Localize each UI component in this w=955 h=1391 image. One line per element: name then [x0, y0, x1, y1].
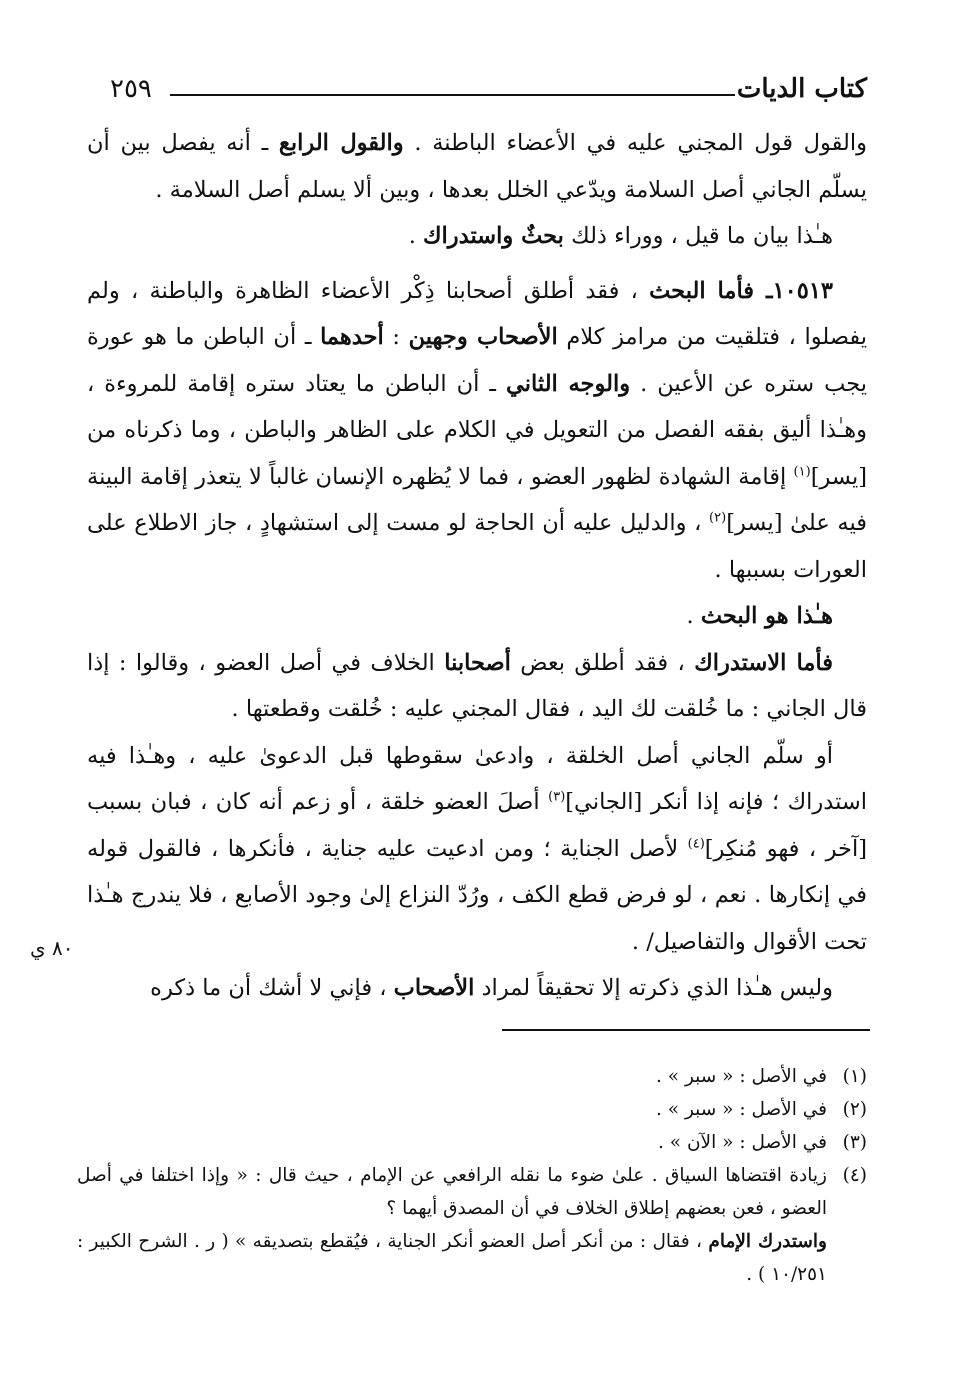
- footnote-marker: (١): [793, 464, 811, 479]
- footnote-bold-lead: واستدرك الإمام: [708, 1231, 827, 1252]
- footnote-text: [77, 1225, 827, 1291]
- text-run: ـ أنه يفصل بين أن يسلّم الجاني أصل السلامة ويدّعي الخلل بعدها ، وبين ألا يسلم أصل السلامة .: [87, 130, 867, 203]
- bold-term: الأصحاب وجهين: [408, 324, 558, 350]
- bold-term: الأصحاب: [393, 975, 475, 1001]
- footnote-text: زيادة اقتضاها السياق . علىٰ ضوء ما نقله الرافعي عن الإمام ، حيث قال : « وإذا اختلفا في أصل العضو ، فعن بعضهم إطلاق الخلاف في أن المصدق أيهما ؟: [77, 1165, 827, 1219]
- paragraph-4: [87, 593, 867, 640]
- footnote-1: [77, 1060, 867, 1093]
- text-run: أصلَ العضو خلقة ، أو زعم أنه كان ، فبان بسبب [آخر ، فهو مُنكِر]: [87, 789, 867, 862]
- bold-term: أصحابنا: [444, 649, 511, 676]
- header-rule: [170, 94, 735, 96]
- footnote-continuation: ، فقال : من أنكر أصل العضو أنكر الجناية ، فيُقطع بتصديقه » ( ر . الشرح الكبير : ١٠/٢٥١ ) .: [77, 1231, 827, 1285]
- text-run: إقامة الشهادة لظهور العضو ، فما لا يُظهره الإنسان غالباً لا يتعذر إقامة البينة فيه علىٰ [يسر]: [87, 463, 867, 536]
- paragraph-5: [87, 640, 867, 733]
- footnote-2: [77, 1093, 867, 1126]
- text-run: ، فقد أطلق أصحابنا ذِكْر الأعضاء الظاهرة والباطنة ، ولم يفصلوا ، فتلقيت من مرامز كلام: [87, 277, 867, 350]
- bold-term: ١٠٥١٣ـ فأما البحث: [649, 277, 834, 304]
- bold-term: بحثٌ واستدراك: [423, 223, 564, 249]
- footnote-marker: (٢): [709, 510, 727, 526]
- text-run: ، والدليل عليه أن الحاجة لو مست إلى استشهادٍ ، جاز الاطلاع على العورات بسببها .: [87, 510, 867, 583]
- page-number: ٢٥٩: [110, 74, 152, 104]
- footnote-number: (٣): [842, 1132, 867, 1153]
- text-run: .: [686, 603, 701, 629]
- text-run: ، فإني لا أشك أن ما ذكره: [150, 975, 394, 1001]
- footnote-text: في الأصل : « الآن » .: [658, 1132, 827, 1153]
- paragraph-7: [87, 965, 867, 1012]
- paragraph-3: [87, 268, 867, 594]
- bold-term: فأما الاستدراك: [694, 649, 833, 676]
- text-run: وليس هـٰذا الذي ذكرته إلا تحقيقاً لمراد: [474, 975, 833, 1001]
- footnote-3: [77, 1126, 867, 1159]
- text-run: أو سلّم الجاني أصل الخلقة ، وادعىٰ سقوطها قبل الدعوىٰ عليه ، وهـٰذا فيه استدراك ؛ فإنه إذا أنكر [الجاني]: [87, 742, 867, 815]
- bold-term: والوجه الثاني: [506, 370, 631, 397]
- footnote-text: في الأصل : « سبر » .: [656, 1099, 827, 1120]
- paragraph-1: [87, 120, 867, 213]
- footnotes: [77, 1060, 867, 1291]
- footnote-separator: [90, 1029, 870, 1030]
- footnote-number: (٤): [842, 1165, 867, 1186]
- footnote-number: (٢): [842, 1099, 867, 1120]
- margin-manuscript-note: ٨٠ ي: [30, 936, 74, 960]
- chapter-title: كتاب الديات: [736, 74, 867, 104]
- text-run: :: [383, 324, 409, 350]
- text-run: ، فقد أطلق بعض: [510, 649, 695, 676]
- bold-term: والقول الرابع: [278, 130, 404, 156]
- bold-term: هـٰذا هو البحث: [700, 603, 833, 629]
- footnote-marker: (٣): [548, 789, 566, 805]
- running-header: [110, 72, 867, 112]
- footnote-marker: (٤): [687, 836, 705, 851]
- footnote-4: [77, 1159, 867, 1225]
- text-run: والقول قول المجني عليه في الأعضاء الباطنة .: [403, 130, 867, 156]
- text-run: ـ أن الباطن ما هو عورة يجب ستره عن الأعين .: [87, 324, 867, 397]
- footnote-text: في الأصل : « سبر » .: [656, 1066, 827, 1087]
- text-run: .: [408, 223, 423, 249]
- paragraph-6: [87, 733, 867, 966]
- text-run: لأصل الجناية ؛ ومن ادعيت عليه جناية ، فأنكرها ، فالقول قوله في إنكارها . نعم ، لو فرض قطع الكف ، ورُدّ النزاع إلىٰ وجود الأصابع ، فلا يندرج هـٰذا تحت الأقوال والتفاصيل/ .: [87, 835, 867, 955]
- footnote-4-continued: [77, 1225, 867, 1291]
- text-run: الخلاف في أصل العضو ، وقالوا : إذا قال الجاني : ما خُلقت لك اليد ، فقال المجني عليه : خُلقت وقطعتها .: [87, 649, 867, 722]
- bold-term: أحدهما: [320, 324, 384, 350]
- paragraph-2: [87, 213, 867, 260]
- text-run: ـ أن الباطن ما يعتاد ستره إقامة للمروءة ، وهـٰذا أليق بفقه الفصل من التعويل في الكلام على الظاهر والباطن ، وما ذكرناه من [يسر]: [87, 370, 867, 490]
- footnote-number: [827, 1225, 867, 1291]
- text-run: هـٰذا بيان ما قيل ، ووراء ذلك: [563, 223, 833, 249]
- footnote-number: (١): [842, 1066, 867, 1087]
- main-text: [87, 120, 867, 1012]
